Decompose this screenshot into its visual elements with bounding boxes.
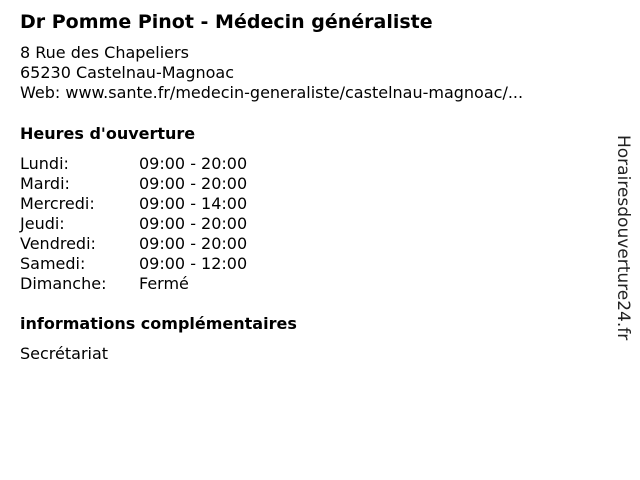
hours-row-thursday [20,214,320,234]
hours-row-tuesday [20,174,320,194]
site-watermark [612,135,634,375]
city-postcode: 65230 Castelnau-Magnoac [20,63,235,82]
time-range: Fermé [139,274,189,293]
hours-row-monday [20,154,320,174]
day-label: Mercredi: [20,194,95,213]
time-range: 09:00 - 14:00 [139,194,248,213]
watermark-text: Horairesdouverture24.fr [613,135,633,341]
time-range: 09:00 - 20:00 [139,234,248,253]
day-label: Dimanche: [20,274,107,293]
website-link[interactable]: Web: www.sante.fr/medecin-generaliste/castelnau-magnoac/... [20,83,524,102]
address-block [20,43,523,103]
additional-info-heading: informations complémentaires [20,314,297,333]
street-address: 8 Rue des Chapeliers [20,43,189,62]
day-label: Lundi: [20,154,69,173]
day-label: Vendredi: [20,234,96,253]
time-range: 09:00 - 20:00 [139,174,248,193]
opening-hours-table [20,154,320,294]
time-range: 09:00 - 20:00 [139,214,248,233]
hours-row-sunday [20,274,320,294]
day-label: Samedi: [20,254,86,273]
hours-row-wednesday [20,194,320,214]
day-label: Jeudi: [20,214,65,233]
additional-info-text: Secrétariat [20,344,109,363]
time-range: 09:00 - 20:00 [139,154,248,173]
hours-row-saturday [20,254,320,274]
page-title: Dr Pomme Pinot - Médecin généraliste [20,11,433,33]
opening-hours-heading: Heures d'ouverture [20,124,196,143]
hours-row-friday [20,234,320,254]
time-range: 09:00 - 12:00 [139,254,248,273]
day-label: Mardi: [20,174,70,193]
